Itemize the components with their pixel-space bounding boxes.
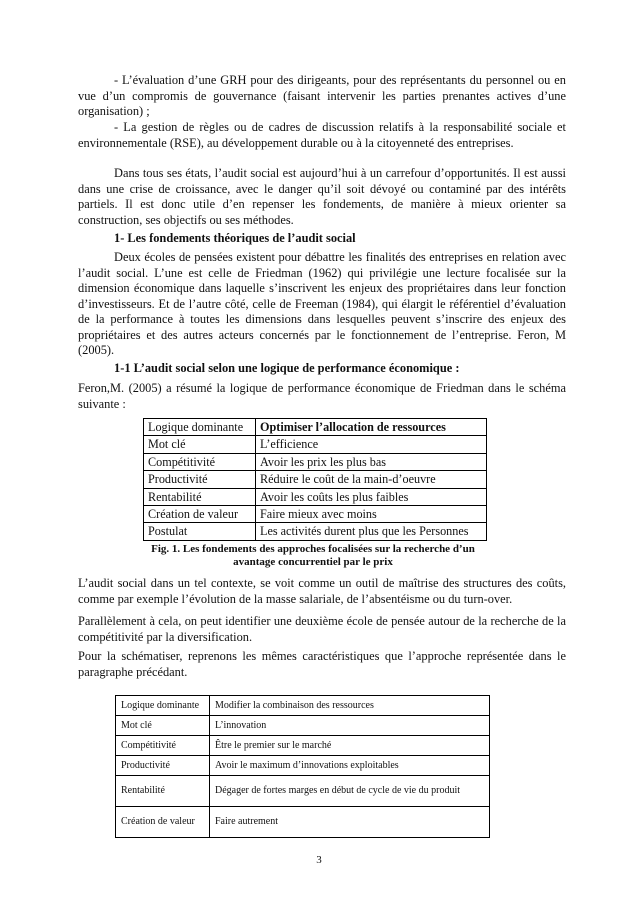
paragraph-carrefour: Dans tous ses états, l’audit social est aujourd’hui à un carrefour d’opportunités. Il est aussi dans une crise de croissance, avec le danger qu’il soit dévoyé ou contaminé par des intérêts partiels. Il est donc utile d’en repenser les fondements, de manière à mieux orienter sa construction, ses objectifs ou ses méthodes. [78,166,566,227]
table-cell-label: Rentabilité [144,488,256,505]
paragraph-outil-maitrise: L’audit social dans un tel contexte, se voit comme un outil de maîtrise des structures des coûts, comme par exemple l’évolution de la masse salariale, de l’absentéisme ou du turn-over. [78,576,566,606]
table-cell-label: Rentabilité [116,776,210,807]
table-cell-label: Productivité [116,756,210,776]
table-friedman [143,418,487,541]
table-cell-label: Mot clé [116,716,210,736]
table-row [144,453,487,470]
table-cell-label: Productivité [144,471,256,488]
table-row [144,436,487,453]
table-cell-label: Création de valeur [116,807,210,838]
table-cell-label: Compétitivité [144,453,256,470]
bullet-paragraph-grh: - L’évaluation d’une GRH pour des dirigeants, pour des représentants du personnel ou en vue d’un compromis de gouvernance (faisant intervenir les parties prenantes actives d’une organisation) ; [78,73,566,118]
table-cell-label: Postulat [144,523,256,540]
table-row [116,716,490,736]
table-cell-value: Être le premier sur le marché [210,736,490,756]
page-number: 3 [316,854,322,866]
table-cell-value: Avoir les coûts les plus faibles [256,488,487,505]
table-diversification [115,695,490,838]
section-heading-fondements: 1- Les fondements théoriques de l’audit social [114,231,356,245]
table-cell-value: Faire autrement [210,807,490,838]
table-cell-value: Réduire le coût de la main-d’oeuvre [256,471,487,488]
table-row [144,506,487,523]
table-cell-label: Création de valeur [144,506,256,523]
bullet-paragraph-rse: - La gestion de règles ou de cadres de discussion relatifs à la responsabilité sociale et environnementale (RSE), au développement durable ou à la citoyenneté des entreprises. [78,120,566,150]
table-row [116,807,490,838]
table-row [116,696,490,716]
table-cell-value: L’innovation [210,716,490,736]
table-cell-label: Compétitivité [116,736,210,756]
table-cell-value: L’efficience [256,436,487,453]
paragraph-schema-intro: Feron,M. (2005) a résumé la logique de performance économique de Friedman dans le schéma suivante : [78,381,566,411]
table-row [116,736,490,756]
paragraph-ecoles: Deux écoles de pensées existent pour débattre les finalités des entreprises en relation avec l’audit social. L’une est celle de Friedman (1962) qui privilégie une lecture focalisée sur la dimension économique dans laquelle s’inscrivent les enjeux des propriétaires dans leur fonction d’investisseurs. Et de l’autre côté, celle de Freeman (1984), qui élargit le référentiel d’évaluation de la performance à toutes les dimensions dans lesquelles peuvent s’inscrire des enjeux des propriétaires et des autres acteurs concernés par le fonctionnement de l’entreprise. Feron, M (2005). [78,250,566,357]
table-row [144,419,487,436]
table-cell-value: Faire mieux avec moins [256,506,487,523]
table-cell-value: Modifier la combinaison des ressources [210,696,490,716]
table-cell-value: Les activités durent plus que les Personnes [256,523,487,540]
table-cell-value: Avoir le maximum d’innovations exploitables [210,756,490,776]
table-cell-value: Avoir les prix les plus bas [256,453,487,470]
table-cell-value: Optimiser l’allocation de ressources [256,419,487,436]
table-cell-value: Dégager de fortes marges en début de cycle de vie du produit [210,776,490,807]
table-cell-label: Mot clé [144,436,256,453]
paragraph-deuxieme-ecole: Parallèlement à cela, on peut identifier une deuxième école de pensée autour de la recherche de la compétitivité par la diversification. [78,614,566,644]
table-row [144,523,487,540]
paragraph-schematiser: Pour la schématiser, reprenons les mêmes caractéristiques que l’approche représentée dans le paragraphe précédant. [78,649,566,679]
table-cell-label: Logique dominante [144,419,256,436]
figure-caption: Fig. 1. Les fondements des approches focalisées sur la recherche d’un avantage concurrentiel par le prix [151,543,475,568]
table-row [116,776,490,807]
table-row [116,756,490,776]
section-heading-performance: 1-1 L’audit social selon une logique de performance économique : [114,361,460,375]
table-cell-label: Logique dominante [116,696,210,716]
table-row [144,471,487,488]
table-row [144,488,487,505]
